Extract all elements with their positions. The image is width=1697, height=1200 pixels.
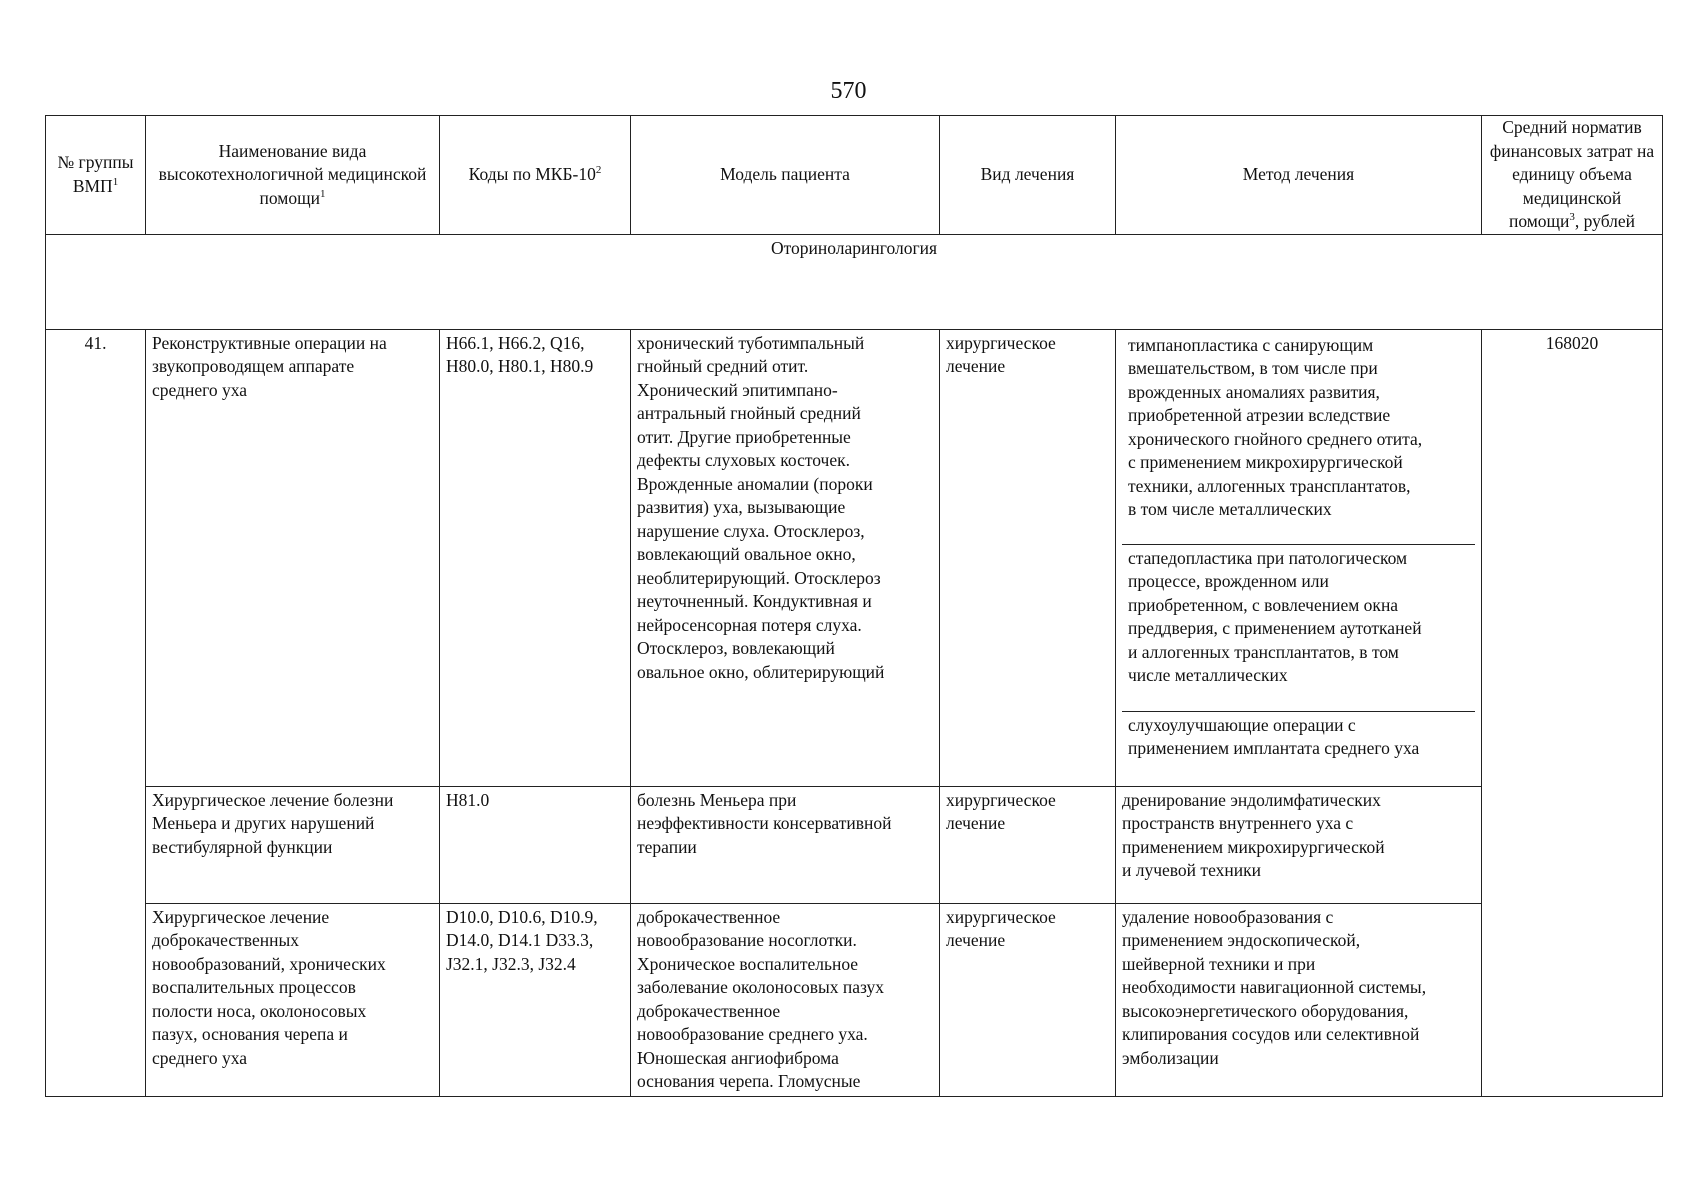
section-title: Оториноларингология — [46, 234, 1663, 329]
treatment-method: стапедопластика при патологическом процессе, врожденном или приобретенном, с вовлечением окна преддверия, с применением аутотканей и аллогенных трансплантатов, в том числе металлических — [1122, 545, 1475, 712]
header-name: Наименование вида высокотехнологичной медицинской помощи$^1$ — [146, 116, 440, 235]
header-codes: Коды по МКБ-$10^2$ — [440, 116, 631, 235]
treatment-method: удаление новообразования с применением эндоскопической, шейверной техники и при необходимости навигационной системы, высокоэнергетического оборудования, клипирования сосудов или селективной эмболизации — [1116, 903, 1482, 1096]
treatment-method: дренирование эндолимфатических пространств внутреннего уха с применением микрохирургической и лучевой техники — [1116, 786, 1482, 903]
section-row — [46, 234, 1663, 329]
header-type: Вид лечения — [940, 116, 1116, 235]
cost-value: 168020 — [1482, 329, 1663, 1096]
icd-codes: D10.0, D10.6, D10.9, D14.0, D14.1 D33.3, J32.1, J32.3, J32.4 — [440, 903, 631, 1096]
care-name: Хирургическое лечение болезни Меньера и других нарушений вестибулярной функции — [146, 786, 440, 903]
treatment-method: слухоулучшающие операции с применением имплантата среднего уха — [1128, 714, 1420, 758]
header-model: Модель пациента — [631, 116, 940, 235]
patient-model: хронический туботимпальный гнойный средний отит. Хронический эпитимпано- антральный гнойный средний отит. Другие приобретенные дефекты слуховых косточек. Врожденные аномалии (пороки развития) уха, вызывающие нарушение слуха. Отосклероз, вовлекающий овальное окно, необлитерирующий. Отосклероз неуточненный. Кондуктивная и нейросенсорная потеря слуха. Отосклероз, вовлекающий овальное окно, облитерирующий — [631, 329, 940, 786]
care-name: Хирургическое лечение доброкачественных новообразований, хронических воспалительных процессов полости носа, околоносовых пазух, основания черепа и среднего уха — [146, 903, 440, 1096]
header-method: Метод лечения — [1116, 116, 1482, 235]
group-number: 41. — [46, 329, 146, 1096]
header-row — [46, 116, 1663, 235]
treatment-type: хирургическое лечение — [940, 329, 1116, 786]
table-row — [46, 903, 1663, 1096]
page-number: 570 — [830, 78, 867, 104]
treatment-type: хирургическое лечение — [940, 786, 1116, 903]
treatment-methods — [1116, 329, 1482, 786]
header-group: № группы ВМП$^1$ — [46, 116, 146, 235]
table-row — [46, 786, 1663, 903]
treatment-type: хирургическое лечение — [940, 903, 1116, 1096]
treatment-method: тимпанопластика с санирующим вмешательством, в том числе при врожденных аномалиях развития, приобретенной атрезии вследствие хронического гнойного среднего отита, с применением микрохирургической техники, аллогенных трансплантатов, в том числе металлических — [1122, 332, 1475, 545]
patient-model: болезнь Меньера при неэффективности консервативной терапии — [631, 786, 940, 903]
vmp-table — [45, 115, 1663, 1097]
icd-codes: H66.1, H66.2, Q16, H80.0, H80.1, H80.9 — [440, 329, 631, 786]
patient-model: доброкачественное новообразование носоглотки. Хроническое воспалительное заболевание околоносовых пазух доброкачественное новообразование среднего уха. Юношеская ангиофиброма основания черепа. Гломусные — [631, 903, 940, 1096]
icd-codes: H81.0 — [440, 786, 631, 903]
header-cost: Средний норматив финансовых затрат на единицу объема медицинской помощи$^3$, рублей — [1482, 116, 1663, 235]
table-row — [46, 329, 1663, 786]
care-name: Реконструктивные операции на звукопроводящем аппарате среднего уха — [146, 329, 440, 786]
